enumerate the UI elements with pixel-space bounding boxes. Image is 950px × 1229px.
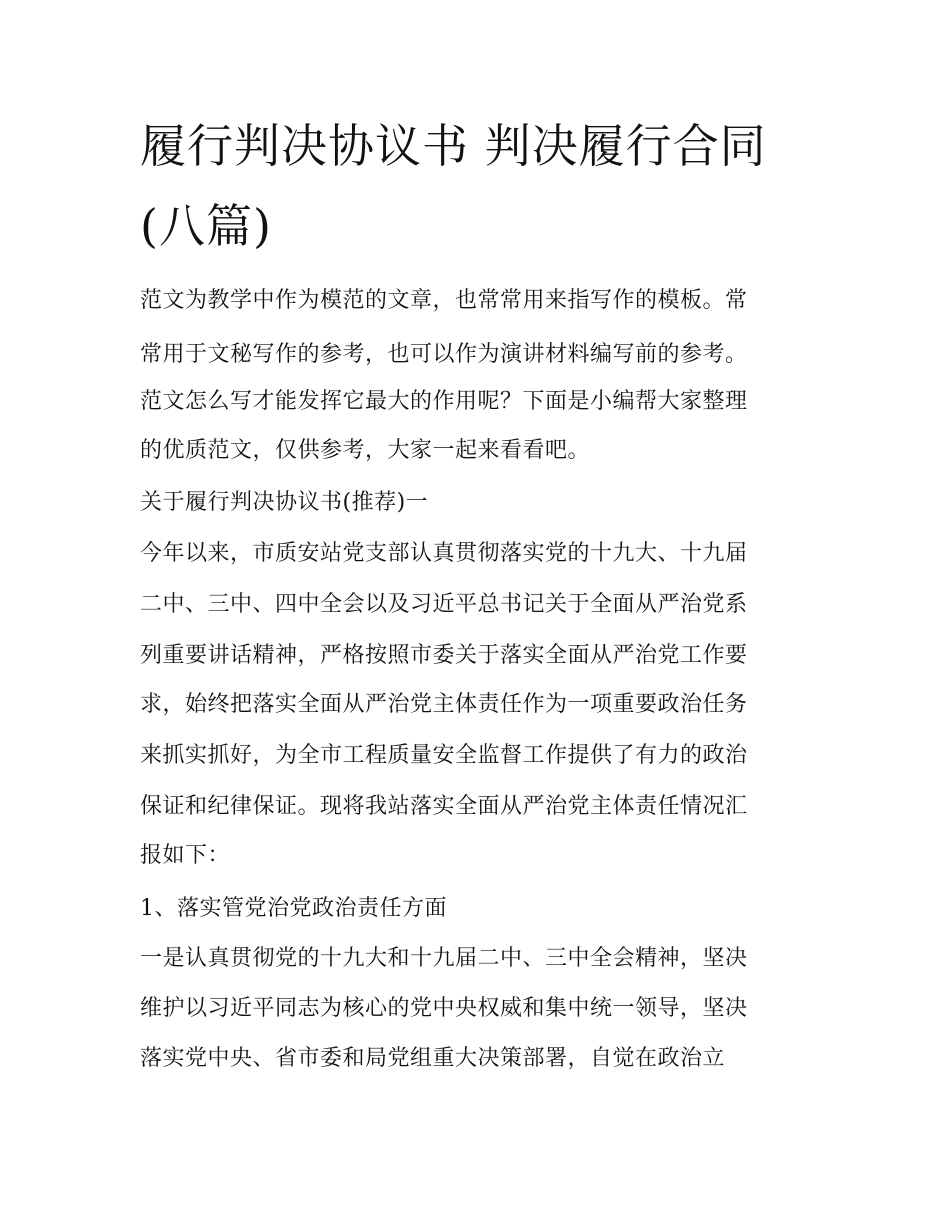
paragraph-line: 报如下： <box>140 843 231 868</box>
paragraph-line: 的优质范文，仅供参考，大家一起来看看吧。 <box>140 438 591 463</box>
paragraph-line: 常用于文秘写作的参考，也可以作为演讲材料编写前的参考。 <box>140 342 748 367</box>
paragraph-line: 范文为教学中作为模范的文章，也常常用来指写作的模板。常 <box>140 288 748 313</box>
section-heading: 关于履行判决协议书(推荐)一 <box>140 490 429 515</box>
paragraph-line: 二中、三中、四中全会以及习近平总书记关于全面从严治党系 <box>140 592 748 617</box>
paragraph-line: 范文怎么写才能发挥它最大的作用呢？下面是小编帮大家整理 <box>140 389 748 414</box>
paragraph-line: 维护以习近平同志为核心的党中央权威和集中统一领导，坚决 <box>140 996 748 1021</box>
document-title-line-1: 履行判决协议书 判决履行合同 <box>140 119 767 173</box>
paragraph-line: 来抓实抓好，为全市工程质量安全监督工作提供了有力的政治 <box>140 743 748 768</box>
paragraph-line: 一是认真贯彻党的十九大和十九届二中、三中全会精神，坚决 <box>140 946 748 971</box>
paragraph-line: 今年以来，市质安站党支部认真贯彻落实党的十九大、十九届 <box>140 541 748 566</box>
paragraph-line: 列重要讲话精神，严格按照市委关于落实全面从严治党工作要 <box>140 643 748 668</box>
paragraph-line: 落实党中央、省市委和局党组重大决策部署，自觉在政治立 <box>140 1046 726 1071</box>
paragraph-line: 保证和纪律保证。现将我站落实全面从严治党主体责任情况汇 <box>140 794 748 819</box>
paragraph-line: 求，始终把落实全面从严治党主体责任作为一项重要政治任务 <box>140 692 748 717</box>
document-title-line-2: (八篇) <box>140 199 272 253</box>
section-heading: 1、落实管党治党政治责任方面 <box>140 896 447 921</box>
